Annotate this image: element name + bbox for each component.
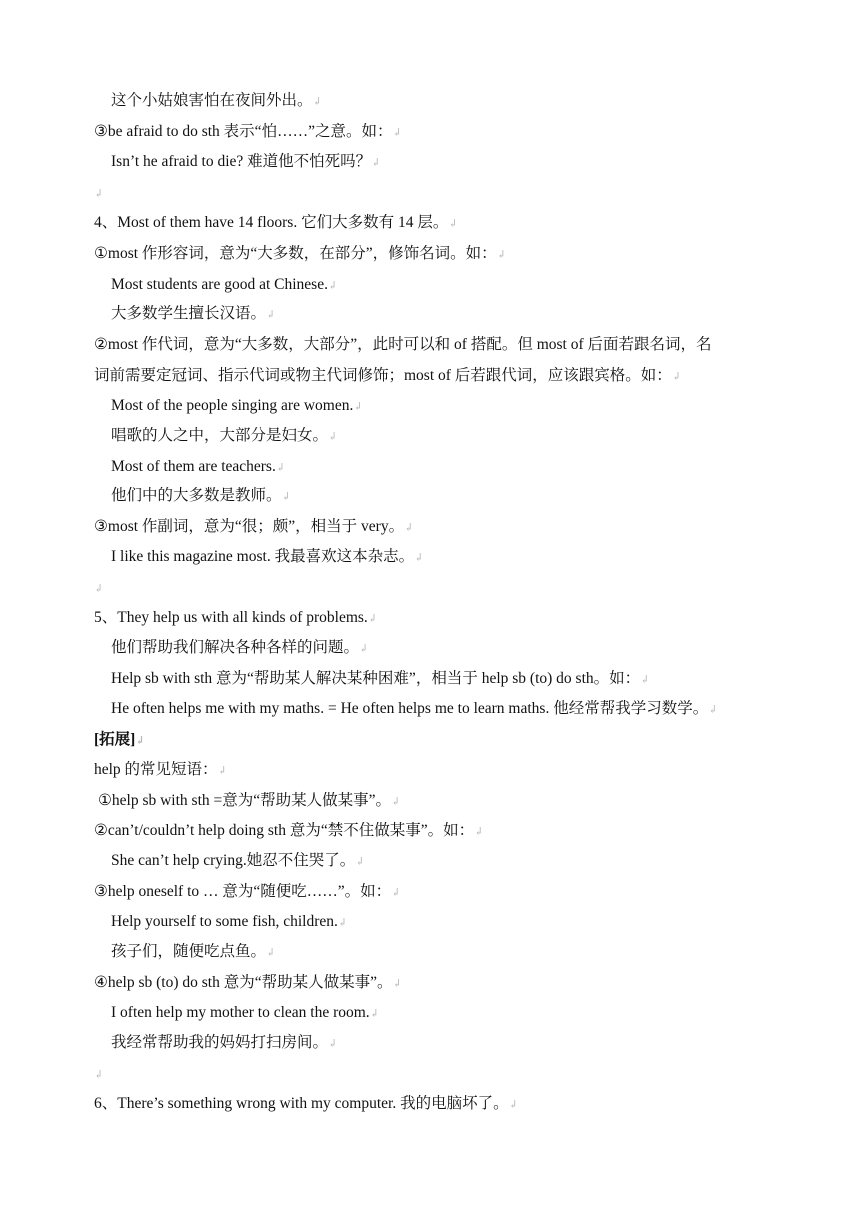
paragraph-mark-icon: ↲ (327, 280, 338, 292)
paragraph-mark-icon: ↲ (281, 491, 291, 503)
text-line: ②most 作代词，意为“大多数，大部分”，此时可以和 of 搭配。但 most of 后面若跟名词，名 (94, 336, 712, 353)
example-translation: 我经常帮助我的妈妈打扫房间。↲ (111, 1034, 338, 1051)
paragraph-mark-icon: ↲ (275, 462, 286, 474)
example-sentence: She can’t help crying.她忍不住哭了。↲ (111, 852, 365, 869)
text-line: ②can’t/couldn’t help doing sth 意为“禁不住做某事”。如：↲ (94, 822, 484, 839)
empty-line (94, 183, 103, 204)
text-line: ④help sb (to) do sth 意为“帮助某人做某事”。↲ (94, 974, 402, 991)
example-sentence: Most of them are teachers.↲ (111, 458, 286, 475)
paragraph-mark-icon: ↲ (355, 856, 365, 868)
section-heading: 4、Most of them have 14 floors. 它们大多数有 14 层。↲ (94, 214, 458, 231)
paragraph-mark-icon: ↲ (337, 917, 348, 929)
example-sentence: I like this magazine most. 我最喜欢这本杂志。↲ (111, 548, 424, 565)
text-line: ①most 作形容词，意为“大多数，在部分”，修饰名词。如：↲ (94, 245, 506, 262)
paragraph-mark-icon: ↲ (328, 1038, 338, 1050)
example-translation: 他们中的大多数是教师。↲ (111, 487, 291, 504)
paragraph-mark-icon: ↲ (217, 765, 227, 777)
paragraph-mark-icon: ↲ (369, 1008, 379, 1020)
paragraph-mark-icon: ↲ (94, 583, 104, 595)
text-line: Help sb with sth 意为“帮助某人解决某种困难”，相当于 help sb (to) do sth。如：↲ (111, 670, 650, 687)
paragraph-mark-icon: ↲ (474, 826, 484, 838)
paragraph-mark-icon: ↲ (708, 704, 718, 716)
text-line: 词前需要定冠词、指示代词或物主代词修饰；most of 后若跟代词，应该跟宾格。如：↲ (94, 367, 682, 384)
text-line: ③be afraid to do sth 表示“怕……”之意。如：↲ (94, 123, 402, 140)
paragraph-mark-icon: ↲ (135, 735, 145, 747)
example-sentence: Most of the people singing are women.↲ (111, 397, 363, 414)
example-sentence: He often helps me with my maths. = He often helps me to learn maths. 他经常帮我学习数学。↲ (111, 700, 718, 717)
paragraph-mark-icon: ↲ (266, 309, 276, 321)
empty-line (94, 578, 103, 599)
paragraph-mark-icon: ↲ (371, 157, 381, 169)
text-line: ③help oneself to … 意为“随便吃……”。如：↲ (94, 883, 401, 900)
paragraph-mark-icon: ↲ (94, 188, 104, 200)
paragraph-mark-icon: ↲ (640, 674, 650, 686)
example-sentence: Most students are good at Chinese.↲ (111, 276, 338, 293)
paragraph-mark-icon: ↲ (404, 522, 414, 534)
paragraph-mark-icon: ↲ (508, 1099, 518, 1111)
paragraph-mark-icon: ↲ (671, 371, 682, 383)
example-translation: 唱歌的人之中，大部分是妇女。↲ (111, 427, 338, 444)
text-line: 这个小姑娘害怕在夜间外出。↲ (111, 92, 322, 109)
text-line: Isn’t he afraid to die? 难道他不怕死吗？↲ (111, 153, 381, 170)
paragraph-mark-icon: ↲ (448, 218, 458, 230)
section-heading: 6、There’s something wrong with my computer. 我的电脑坏了。↲ (94, 1095, 518, 1112)
paragraph-mark-icon: ↲ (392, 127, 402, 139)
paragraph-mark-icon: ↲ (353, 401, 363, 413)
example-sentence: Help yourself to some fish, children.↲ (111, 913, 348, 930)
example-translation: 大多数学生擅长汉语。↲ (111, 305, 276, 322)
example-translation: 孩子们，随便吃点鱼。↲ (111, 943, 276, 960)
paragraph-mark-icon: ↲ (312, 96, 322, 108)
empty-line (94, 1064, 103, 1085)
paragraph-mark-icon: ↲ (414, 552, 424, 564)
example-sentence: I often help my mother to clean the room.↲ (111, 1004, 379, 1021)
paragraph-mark-icon: ↲ (391, 796, 401, 808)
paragraph-mark-icon: ↲ (391, 887, 401, 899)
paragraph-mark-icon: ↲ (496, 249, 506, 261)
paragraph-mark-icon: ↲ (328, 431, 338, 443)
section-heading: 5、They help us with all kinds of problems.↲ (94, 609, 378, 626)
paragraph-mark-icon: ↲ (266, 947, 276, 959)
paragraph-mark-icon: ↲ (367, 613, 378, 625)
text-line: ③most 作副词，意为“很；颇”，相当于 very。↲ (94, 518, 414, 535)
text-line: ①help sb with sth =意为“帮助某人做某事”。↲ (98, 792, 401, 809)
text-line: help 的常见短语：↲ (94, 761, 227, 778)
paragraph-mark-icon: ↲ (392, 978, 402, 990)
extension-heading: [拓展]↲ (94, 731, 145, 748)
paragraph-mark-icon: ↲ (359, 643, 369, 655)
paragraph-mark-icon: ↲ (94, 1069, 104, 1081)
example-translation: 他们帮助我们解决各种各样的问题。↲ (111, 639, 369, 656)
